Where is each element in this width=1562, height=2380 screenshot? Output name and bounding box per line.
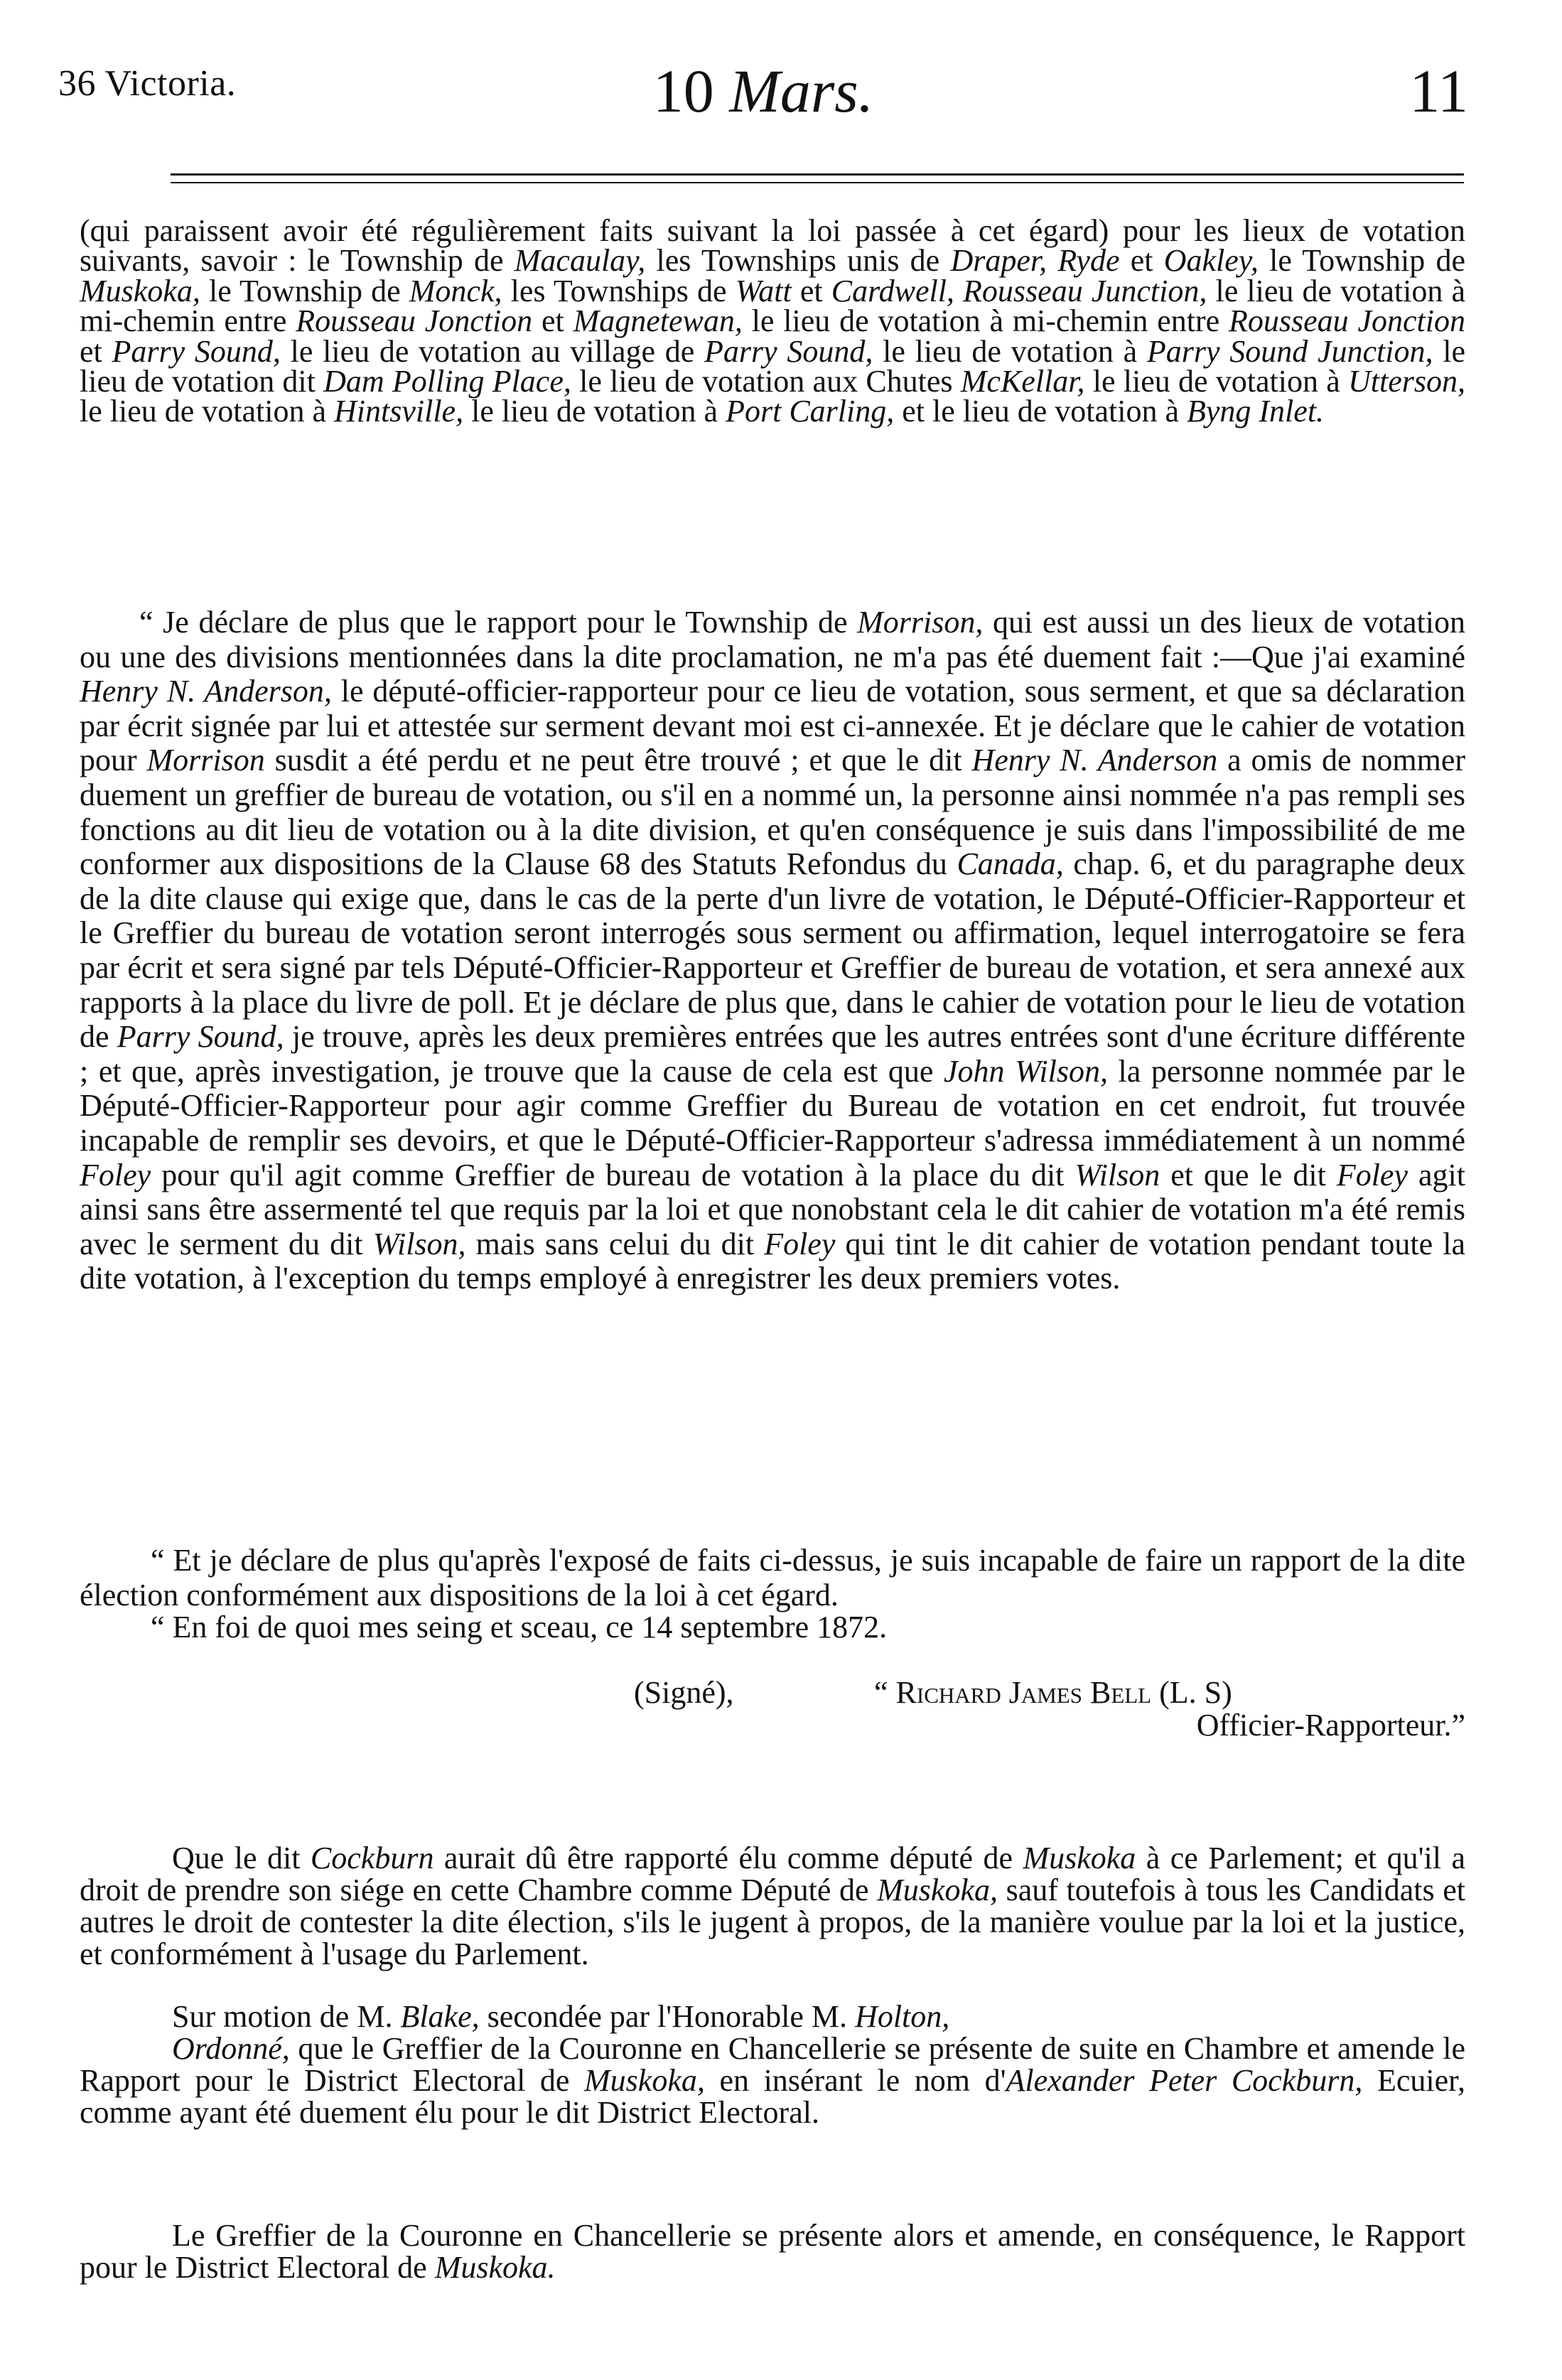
text: mais sans celui du dit <box>465 1226 765 1261</box>
place-name: Macaulay, <box>514 243 646 279</box>
text: agit ainsi sans être assermenté tel que requis par la loi et que nonobstant cela le dit cahier de votation m'a été remis avec le serment du dit <box>80 1157 1466 1261</box>
paragraph-motion <box>80 2001 1465 2032</box>
place-name: Muskoka, <box>584 2063 705 2098</box>
text: a omis de nommer duement un greffier de bureau de votation, ou s'il en a nommé un, la personne ainsi nommée n'a pas rempli ses fonctions au dit lieu de votation ou à la dite division, et qu'en conséquence je suis dans l'impossibilité de me conformer aux dispositions de la Clause 68 des Statuts Refondus du <box>80 743 1466 882</box>
text: le Township de <box>200 273 409 308</box>
text: le Township de <box>1258 243 1465 279</box>
place-name: Muskoka, <box>80 273 200 308</box>
place-name: Rousseau Jonction <box>296 303 533 339</box>
place-name: McKellar, <box>960 364 1085 399</box>
place-name: Morrison <box>146 743 265 778</box>
signatory-name: “ Richard James Bell (L. S) <box>874 1675 1232 1710</box>
text: et le lieu de votation à <box>894 394 1187 429</box>
text: pour qu'il agit comme Greffier de bureau de votation à la place du dit <box>151 1157 1075 1192</box>
person-name: Wilson, <box>372 1226 466 1261</box>
text: Ecuier, comme ayant été duement élu pour le dit District Electoral. <box>80 2063 1466 2130</box>
paragraph-polling-places <box>80 213 1465 429</box>
place-name: Muskoka <box>1023 1841 1136 1875</box>
person-name: Foley <box>1336 1157 1408 1192</box>
signature-name <box>874 1674 1232 1711</box>
text: je trouve, après les deux premières entrées que les autres entrées sont d'une écriture différente ; et que, après investigation, je trouve que la cause de cela est que <box>80 1019 1465 1089</box>
signature-title: Officier-Rapporteur.” <box>1196 1708 1465 1743</box>
text: en insérant le nom d' <box>704 2063 1006 2098</box>
running-head-date <box>58 55 1468 126</box>
place-name: Hintsville, <box>334 394 464 429</box>
text: le lieu de votation à <box>873 333 1147 369</box>
text: et <box>1119 243 1164 279</box>
text: le lieu de votation dit <box>80 333 1465 399</box>
place-name: Rousseau Jonction <box>1229 303 1465 339</box>
person-name: Cockburn <box>310 1841 434 1875</box>
text: secondée par l'Honorable M. <box>479 1999 856 2034</box>
person-name: Foley <box>80 1157 151 1192</box>
place-name: Muskoka. <box>434 2250 556 2285</box>
paragraph-declaration <box>80 605 1465 1296</box>
paragraph-in-witness: “ En foi de quoi mes seing et sceau, ce 14 septembre 1872. <box>151 1610 888 1644</box>
text: la personne nommée par le Député-Officier-Rapporteur pour agir comme Greffier du Bureau de votation en cet endroit, fut trouvée incapable de remplir ses devoirs, et que le Député-Officier-Rapporteur s'adressa immédiatement à un nommé <box>80 1053 1466 1158</box>
place-name: Cardwell, Rousseau Junction, <box>831 273 1207 308</box>
text: “ Je déclare de plus que le rapport pour le Township de <box>139 605 858 640</box>
text: et <box>532 303 573 339</box>
text: le lieu de votation à <box>1084 364 1348 399</box>
place-name: Oakley, <box>1163 243 1259 279</box>
place-name: Port Carling, <box>726 394 895 429</box>
text: que le Greffier de la Couronne en Chancellerie se présente de suite en Chambre et amende le Rapport pour le District Electoral de <box>80 2031 1465 2098</box>
place-name: Morrison, <box>857 605 984 640</box>
person-name: Foley <box>764 1226 836 1261</box>
text: le lieu de votation à mi-chemin entre <box>80 273 1465 339</box>
date-day: 10 <box>652 57 714 125</box>
header-rule-top <box>171 173 1464 176</box>
text: et <box>80 333 112 369</box>
text: qui tint le dit cahier de votation pendant toute la dite votation, à l'exception du temps employé à enregistrer les deux premiers votes. <box>80 1226 1465 1296</box>
signature-signed: (Signé), <box>634 1675 734 1710</box>
text: qui est aussi un des lieux de votation ou une des divisions mentionnées dans la dite proclamation, ne m'a pas été duement fait :—Que j'ai examiné <box>80 605 1465 674</box>
text: Sur motion de M. <box>172 1999 401 2034</box>
header-rule-bottom <box>171 182 1464 183</box>
place-name: Dam Polling Place, <box>323 364 571 399</box>
text: à ce Parlement; et qu'il a droit de prendre son siége en cette Chambre comme Député de <box>80 1841 1465 1907</box>
place-name: Canada, <box>957 846 1064 882</box>
text: Que le dit <box>172 1841 311 1875</box>
text: aurait dû être rapporté élu comme député de <box>433 1841 1023 1875</box>
text: susdit a été perdu et ne peut être trouvé ; et que le dit <box>264 743 972 778</box>
person-name: Holton, <box>855 1999 950 2034</box>
place-name: Watt <box>735 273 792 308</box>
person-name: Henry N. Anderson, <box>80 674 332 709</box>
running-head-session: 36 Victoria. <box>58 63 237 104</box>
paragraph-ordered <box>80 2032 1465 2128</box>
ordered-label: Ordonné, <box>172 2031 290 2066</box>
text: chap. 6, et du paragraphe deux de la dite clause qui exige que, dans le cas de la perte d'un livre de votation, le Député-Officier-Rapporteur et le Greffier du bureau de votation seront interrogés sous serment ou affirmation, lequel interrogatoire se fera par écrit et sera signé par tels Député-Officier-Rapporteur et Greffier de bureau de votation, et sera annexé aux rapports à la place du livre de poll. Et je déclare de plus que, dans le cahier de votation pour le lieu de votation de <box>80 846 1465 1055</box>
place-name: Magnetewan, <box>573 303 743 339</box>
text: le lieu de votation à mi-chemin entre <box>742 303 1229 339</box>
text: sauf toutefois à tous les Candidats et autres le droit de contester la dite élection, s'ils le jugent à propos, de la manière voulue par la loi et la justice, et conformément à l'usage du Parlement. <box>80 1873 1465 1971</box>
place-name: Parry Sound Junction, <box>1146 333 1433 369</box>
text: les Townships unis de <box>645 243 951 279</box>
text: et <box>791 273 831 308</box>
text: les Townships de <box>502 273 736 308</box>
place-name: Monck, <box>409 273 502 308</box>
place-name: Parry Sound, <box>112 333 281 369</box>
text: Le Greffier de la Couronne en Chancellerie se présente alors et amende, en conséquence, le Rapport pour le District Electoral de <box>80 2218 1465 2285</box>
date-month: Mars. <box>729 57 874 125</box>
paragraph-amendment <box>80 2219 1465 2283</box>
paragraph-cockburn <box>80 1842 1465 1970</box>
text: le lieu de votation aux Chutes <box>571 364 961 399</box>
place-name: Draper, Ryde <box>950 243 1120 279</box>
text: le député-officier-rapporteur pour ce lieu de votation, sous serment, et que sa déclaration par écrit signée par lui et attestée sur serment devant moi est ci-annexée. Et je déclare que le cahier de votation pour <box>80 674 1465 778</box>
place-name: Byng Inlet. <box>1187 394 1325 429</box>
person-name: Wilson <box>1074 1157 1160 1192</box>
text: (qui paraissent avoir été régulièrement faits suivant la loi passée à cet égard) pour les lieux de votation suivants, savoir : le Township de <box>80 213 1465 279</box>
page-header <box>58 55 1468 134</box>
person-name: Henry N. Anderson <box>971 743 1218 778</box>
person-name: Alexander Peter Cockburn, <box>1006 2063 1363 2098</box>
person-name: John Wilson, <box>944 1053 1108 1089</box>
text: et que le dit <box>1160 1157 1337 1192</box>
place-name: Utterson, <box>1348 364 1465 399</box>
text: le lieu de votation à <box>463 394 726 429</box>
place-name: Muskoka, <box>877 1873 998 1907</box>
place-name: Parry Sound, <box>117 1019 284 1055</box>
text: le lieu de votation à <box>80 394 334 429</box>
paragraph-incapable: “ Et je déclare de plus qu'après l'exposé de faits ci-dessus, je suis incapable de faire un rapport de la dite élection conformément aux dispositions de la loi à cet égard. <box>80 1543 1465 1612</box>
place-name: Parry Sound, <box>704 333 873 369</box>
person-name: Blake, <box>400 1999 480 2034</box>
page-number: 11 <box>1409 57 1468 125</box>
text: le lieu de votation au village de <box>280 333 705 369</box>
